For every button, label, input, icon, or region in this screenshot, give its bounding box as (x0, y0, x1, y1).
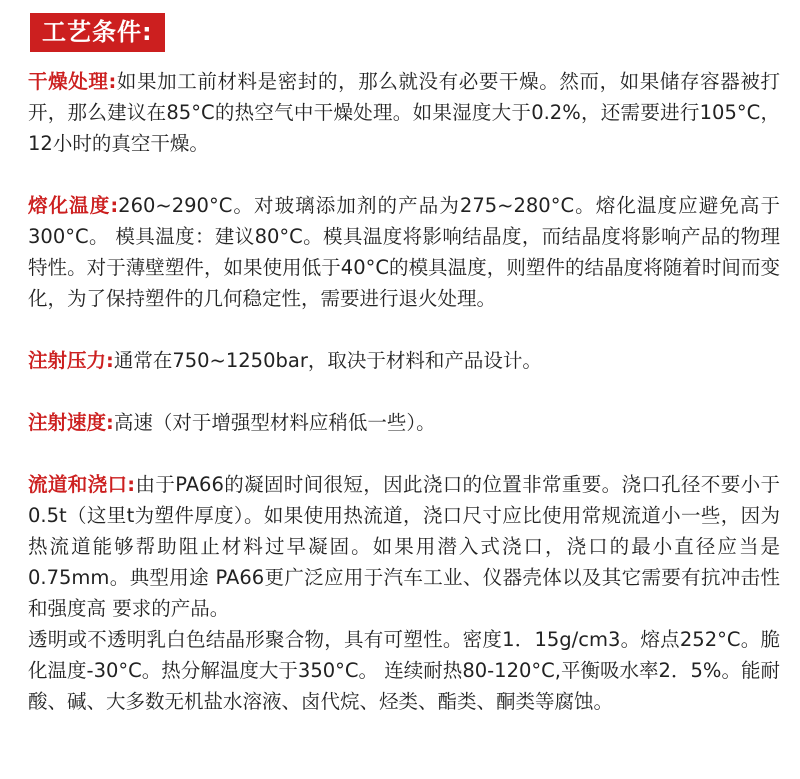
injection-speed-section (28, 407, 780, 438)
injection-speed-text: 高速（对于增强型材料应稍低一些）。 (113, 411, 436, 434)
melt-temperature-label: 熔化温度: (28, 194, 119, 217)
injection-pressure-text: 通常在750~1250bar，取决于材料和产品设计。 (113, 349, 542, 372)
runner-gate-text: 由于PA66的凝固时间很短，因此浇口的位置非常重要。浇口孔径不要小于0.5t（这里t为塑件厚度）。如果使用热流道，浇口尺寸应比使用常规流道小一些，因为热流道能够帮助阻止材料过早凝固。如果用潜入式浇口，浇口的最小直径应当是0.75mm。典型用途 PA66更广泛应用于汽车工业、仪器壳体以及其它需要有抗冲击性和强度高 要求的产品。 (28, 473, 780, 620)
material-description: 透明或不透明乳白色结晶形聚合物，具有可塑性。密度1．15g/cm3。熔点252°C。脆化温度-30°C。热分解温度大于350°C。 连续耐热80-120°C,平衡吸水率2．5%。能耐酸、碱、大多数无机盐水溶液、卤代烷、烃类、酯类、酮类等腐蚀。 (28, 628, 780, 713)
drying-text: 如果加工前材料是密封的，那么就没有必要干燥。然而，如果储存容器被打开，那么建议在85°C的热空气中干燥处理。如果湿度大于0.2%，还需要进行105°C，12小时的真空干燥。 (28, 70, 780, 155)
injection-speed-label: 注射速度: (28, 411, 114, 434)
drying-label: 干燥处理: (28, 70, 117, 93)
runner-gate-label: 流道和浇口: (28, 473, 136, 496)
injection-pressure-label: 注射压力: (28, 349, 114, 372)
runner-gate-section (28, 469, 780, 624)
injection-pressure-section (28, 345, 780, 376)
section-title-banner: 工艺条件: (30, 13, 165, 52)
melt-temperature-section (28, 190, 780, 314)
process-conditions-content (28, 66, 780, 717)
melt-temperature-text: 260~290°C。对玻璃添加剂的产品为275~280°C。熔化温度应避免高于300°C。 模具温度：建议80°C。模具温度将影响结晶度，而结晶度将影响产品的物理特性。对于薄壁塑件，如果使用低于40°C的模具温度，则塑件的结晶度将随着时间而变化，为了保持塑件的几何稳定性，需要进行退火处理。 (28, 194, 780, 310)
drying-section (28, 66, 780, 159)
